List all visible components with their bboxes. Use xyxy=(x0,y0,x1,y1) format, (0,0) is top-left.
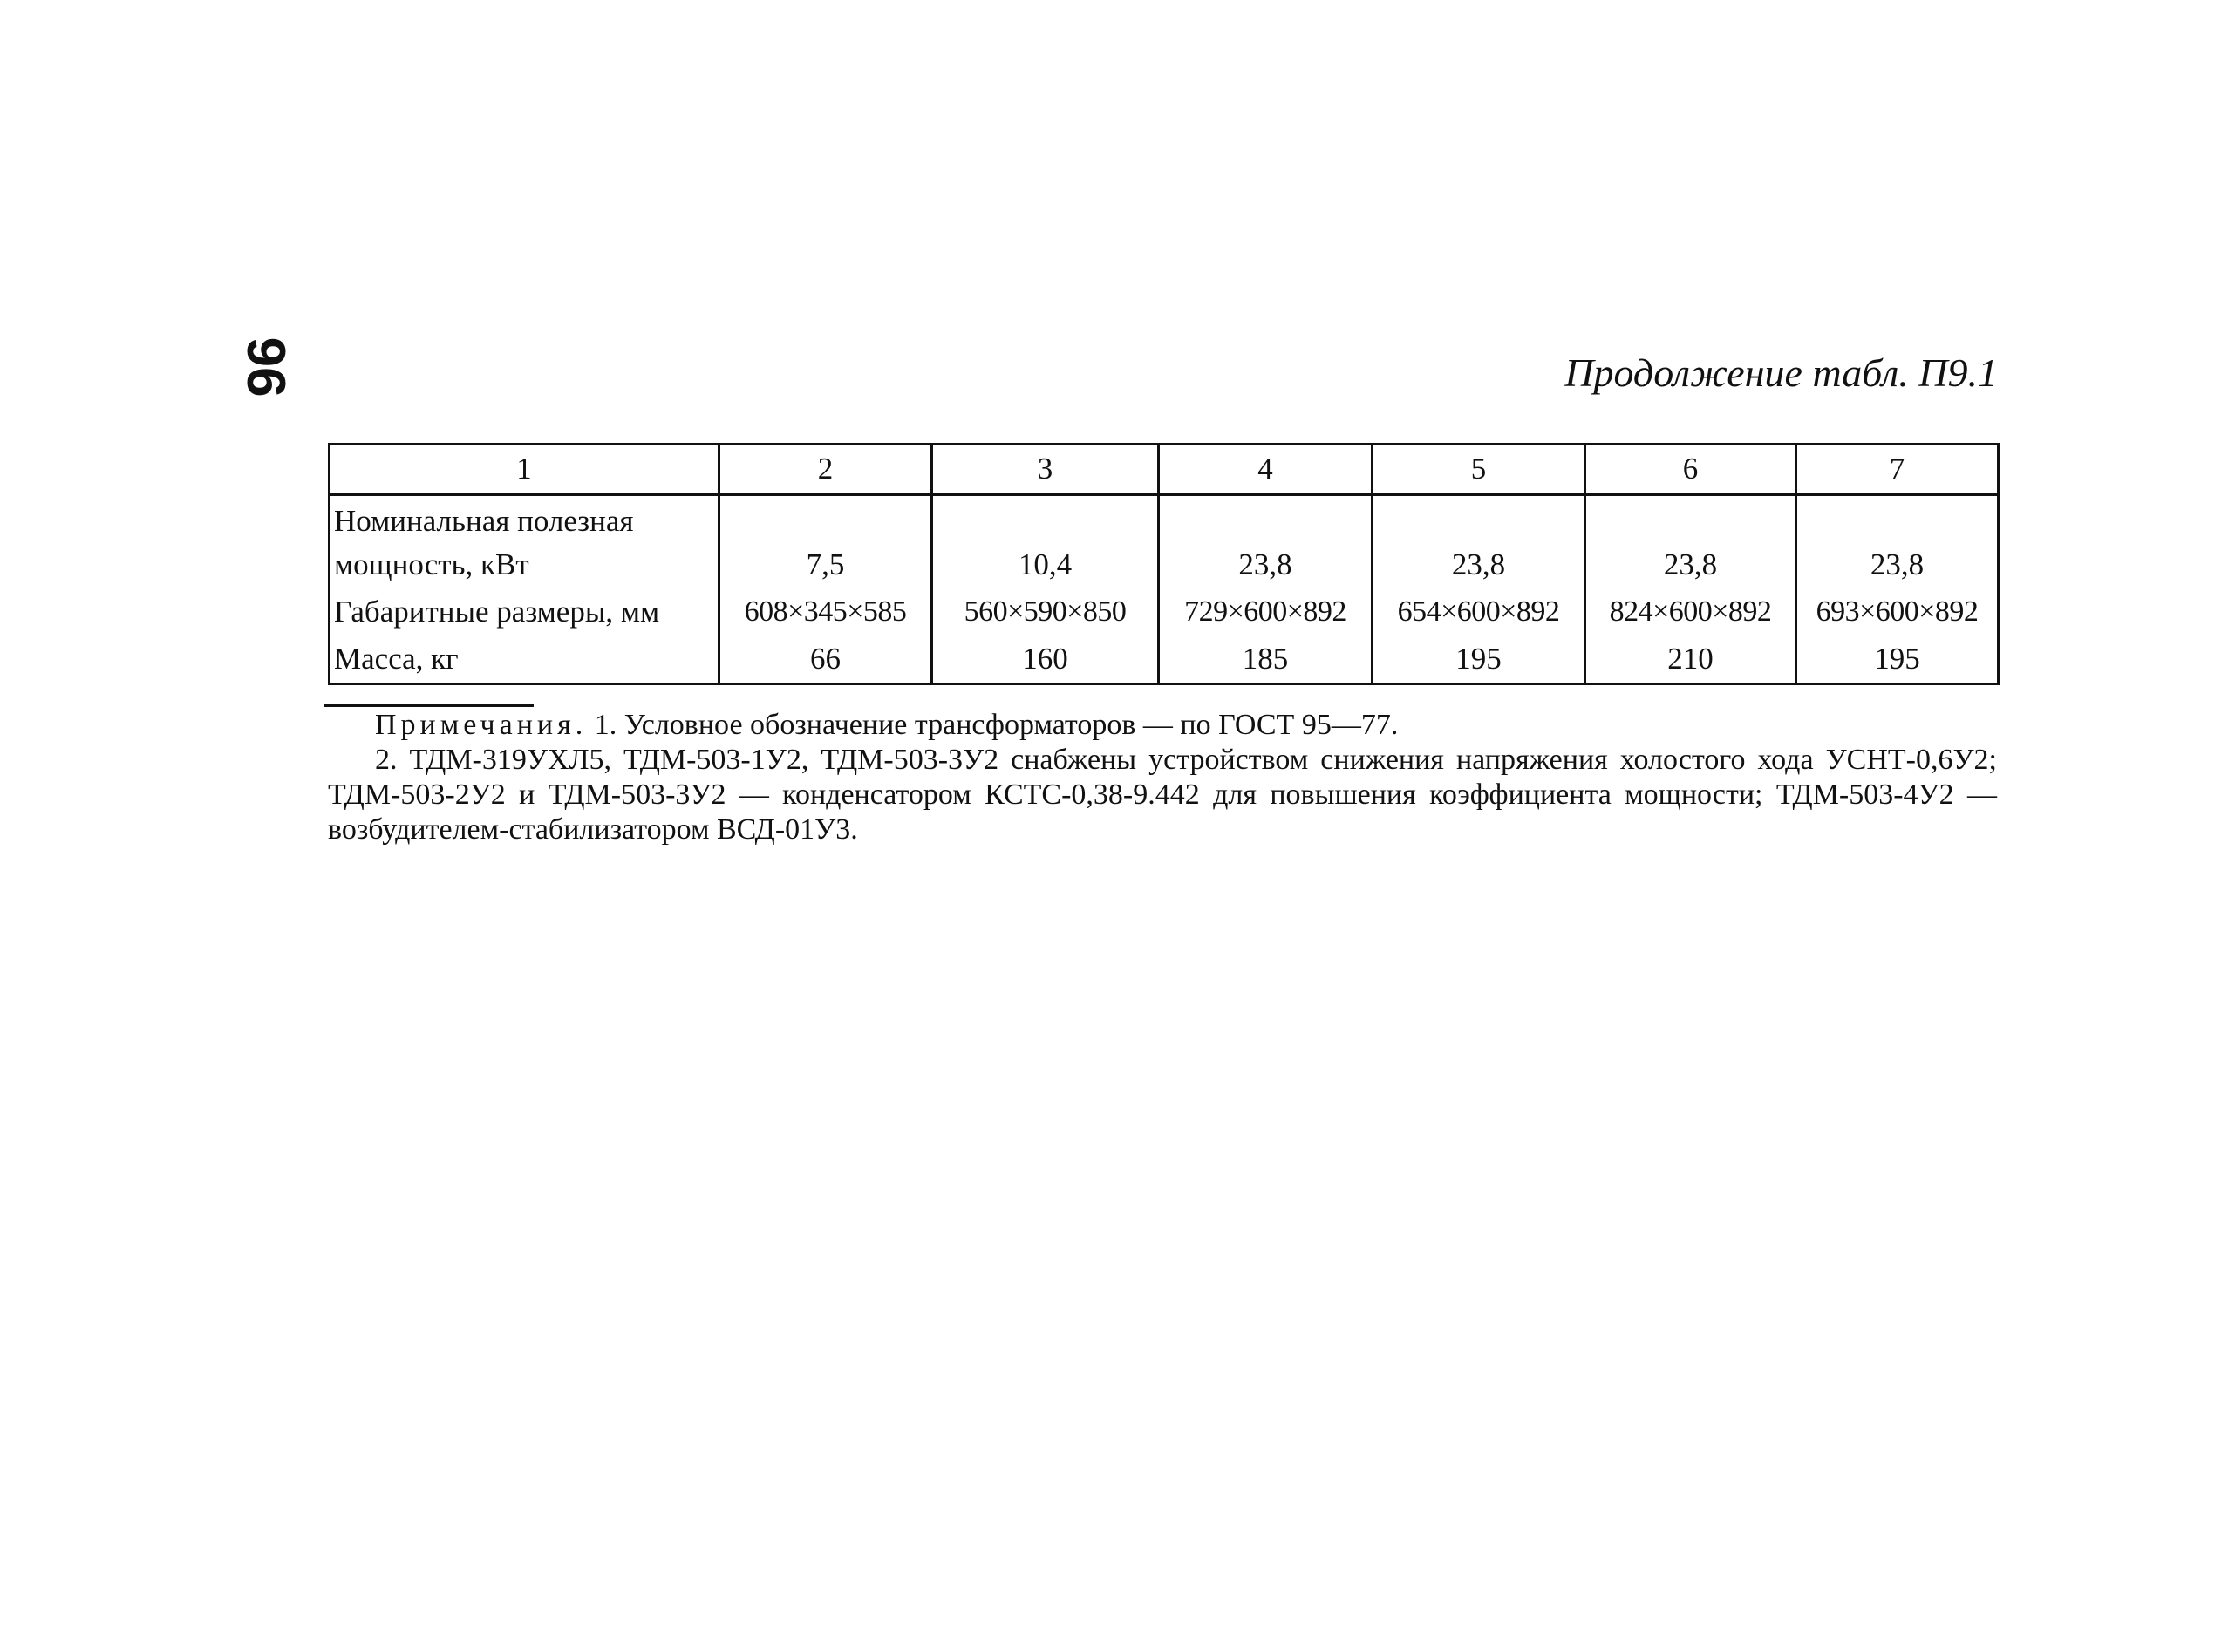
column-number: 6 xyxy=(1585,445,1796,495)
table-cell: 185 xyxy=(1159,636,1373,684)
column-number: 3 xyxy=(932,445,1159,495)
table-continuation-title: Продолжение табл. П9.1 xyxy=(1564,350,1998,395)
table-cell: 10,4 xyxy=(932,494,1159,588)
table-cell: 195 xyxy=(1373,636,1585,684)
table-cell: 23,8 xyxy=(1373,494,1585,588)
table-cell: 654×600×892 xyxy=(1373,588,1585,636)
note-1 xyxy=(328,708,1997,743)
note-1-text: 1. Условное обозначение трансформаторов — по ГОСТ 95—77. xyxy=(594,709,1399,741)
table-row-dimensions xyxy=(330,588,1999,636)
row-label: Габаритные размеры, мм xyxy=(330,588,719,636)
table-cell: 195 xyxy=(1796,636,1999,684)
table-cell: 23,8 xyxy=(1796,494,1999,588)
row-label: Масса, кг xyxy=(330,636,719,684)
table-row-mass xyxy=(330,636,1999,684)
specifications-table xyxy=(328,443,2000,685)
column-number: 7 xyxy=(1796,445,1999,495)
notes-heading: Примечания. xyxy=(375,709,588,741)
table-row-rated-power xyxy=(330,494,1999,588)
column-number: 2 xyxy=(719,445,932,495)
table-cell: 693×600×892 xyxy=(1796,588,1999,636)
table-cell: 7,5 xyxy=(719,494,932,588)
note-2: 2. ТДМ-319УХЛ5, ТДМ-503-1У2, ТДМ-503-3У2 снабжены устройством снижения напряжения холостого хода УСНТ-0,6У2; ТДМ-503-2У2 и ТДМ-503-3У2 — конденсатором КСТС-0,38-9.442 для повышения коэффициента мощности; ТДМ-503-4У2 — возбудителем-стабилизатором ВСД-01У3. xyxy=(328,744,1997,846)
row-label: Номинальная полезная мощность, кВт xyxy=(330,494,719,588)
notes-section xyxy=(328,708,1997,847)
table-cell: 210 xyxy=(1585,636,1796,684)
table-cell: 23,8 xyxy=(1159,494,1373,588)
column-number: 1 xyxy=(330,445,719,495)
table-cell: 560×590×850 xyxy=(932,588,1159,636)
table-cell: 23,8 xyxy=(1585,494,1796,588)
table-cell: 729×600×892 xyxy=(1159,588,1373,636)
table-cell: 66 xyxy=(719,636,932,684)
page-number: 96 xyxy=(237,337,297,398)
table-cell: 824×600×892 xyxy=(1585,588,1796,636)
table-cell: 160 xyxy=(932,636,1159,684)
column-number: 4 xyxy=(1159,445,1373,495)
column-number: 5 xyxy=(1373,445,1585,495)
table-header-row xyxy=(330,445,1999,495)
table-cell: 608×345×585 xyxy=(719,588,932,636)
notes-divider xyxy=(324,704,534,707)
